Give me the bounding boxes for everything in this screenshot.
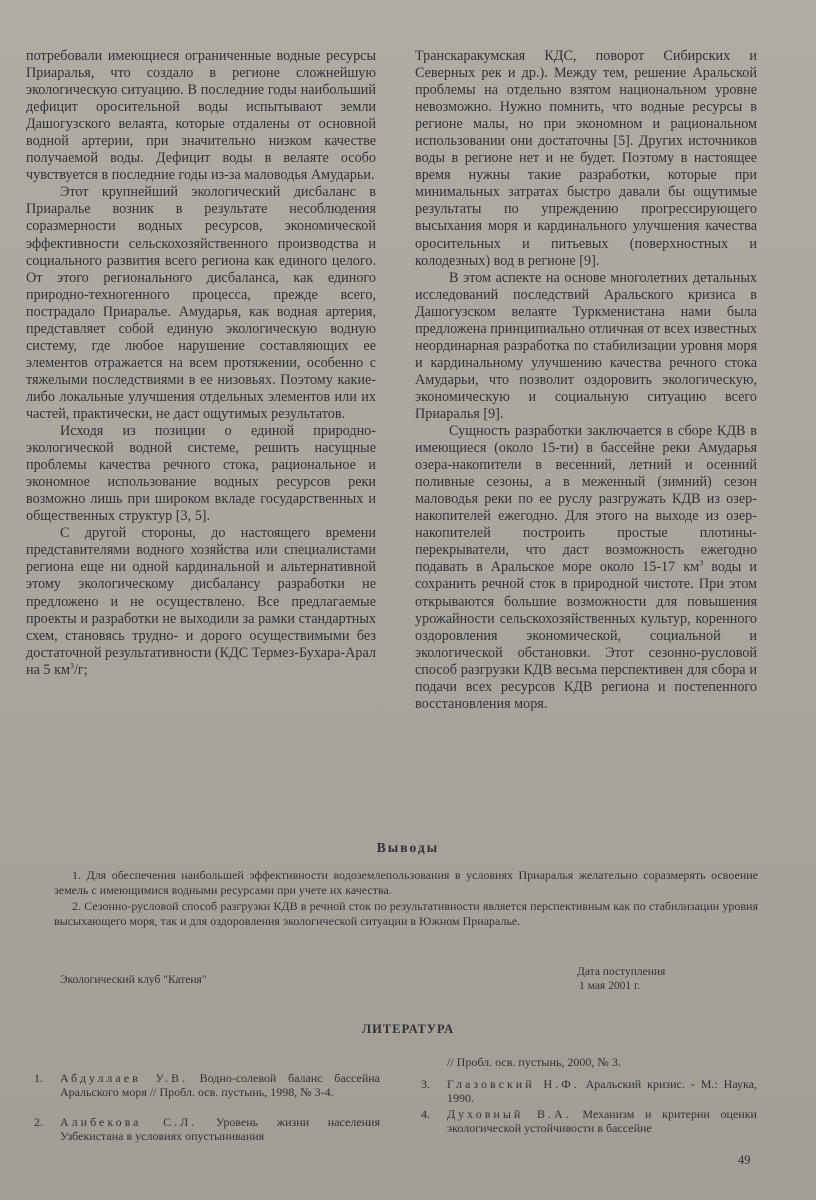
paragraph: Транскаракумская КДС, поворот Сибирских и Северных рек и др.). Между тем, решение Аральской проблемы на отдельно взятом национальном уровне невозможно. Нужно помнить, что водные ресурсы в регионе малы, но при экономном и рациональном использовании они достаточны [5]. Других источников воды в регионе нет и не будет. Поэтому в настоящее время нужны такие разработки, которые при минимальных затратах быстро давали бы ощутимые результаты по упреждению прогрессирующего высыхания моря и кардинального улучшения качества оросительных и питьевых (поверхностных и колодезных) вод в регионе [9]. — [415, 48, 757, 269]
conclusion-item: 2. Сезонно-русловой способ разгрузки КДВ в речной сток по результативности является перспективным как по стабилизации уровня высыхающего моря, так и для оздоровления экологической ситуации в Южном Приаралье. — [54, 898, 758, 929]
reference-item — [421, 1107, 757, 1136]
affiliation: Экологический клуб "Катеня" — [60, 974, 207, 986]
paragraph: В этом аспекте на основе многолетних детальных исследований последствий Аральского кризиса в Дашогузском велаяте Туркменистана нами была предложена принципиально отличная от всех известных неординарная разработка по стабилизации уровня моря и кардинальному улучшению качества речного стока Амударьи, что позволит оздоровить экологическую, экономическую и социальную ситуацию всего Приаралья [9]. — [415, 269, 757, 422]
reference-text: Водно-солевой баланс бассейна Аральского моря // Пробл. осв. пустынь, 1998, № 3-4. — [60, 1071, 381, 1100]
paragraph: потребовали имеющиеся ограниченные водные ресурсы Приаралья, что создало в регионе сложнейшую экологическую ситуацию. В последние годы наибольший дефицит оросительной воды испытывают земли Дашогузского велаята, которые отдалены от основной водной артерии, при значительно низком качестве получаемой воды. Дефицит воды в велаяте особо чувствуется в последние годы из-за маловодья Амударьи. — [26, 48, 376, 184]
reference-author: Глазовский Н.Ф. — [447, 1077, 580, 1091]
reference-item — [421, 1077, 758, 1106]
paragraph-text: Сущность разработки заключается в сборе КДВ в имеющиеся (около 15-ти) в бассейне реки Амударья озера-накопители в весенний, летний и осенний поливные сезоны, а в меженный (зимний) сезон маловодья реки по ее руслу разгружать КДВ из озер-накопителей ежегодно. Для этого на выходе из озер-накопителей построить простые плотины-перекрыватели, что даст возможность ежегодно подавать в Аральское море около 15-17 км — [415, 423, 757, 576]
reference-number: 1. — [34, 1071, 43, 1085]
reference-author: Духовный В.А. — [447, 1107, 572, 1121]
reference-author: Алибекова С.Л. — [60, 1115, 198, 1129]
reference-text: Уровень жизни населения Узбекистана в условиях опустынивания — [60, 1115, 381, 1144]
right-text-column — [415, 48, 757, 713]
references-heading: ЛИТЕРАТУРА — [361, 1022, 455, 1036]
received-date: 1 мая 2001 г. — [579, 980, 641, 992]
conclusion-item: 1. Для обеспечения наибольшей эффективности водоземлепользования в условиях Приаралья желательно соразмерять освоение земель с имеющимися водными ресурсами при учете их качества. — [54, 868, 758, 898]
reference-text: Механизм и критерии оценки экологической устойчивости в бассейне — [447, 1107, 757, 1136]
superscript: 3 — [69, 660, 74, 670]
reference-item — [34, 1115, 381, 1144]
paragraph: Исходя из позиции о единой природно-экологической водной системе, решить насущные проблемы качества речного стока, рациональное и экономное использование водных ресурсов реки возможно лишь при широком вкладе государственных и общественных структур [3, 5]. — [26, 423, 376, 525]
reference-author: Абдуллаев У.В. — [60, 1071, 188, 1085]
paragraph — [26, 525, 376, 678]
reference-number: 2. — [34, 1115, 43, 1129]
paragraph-text: /г; — [73, 661, 88, 678]
reference-text: Аральский кризис. - М.: Наука, 1990. — [447, 1077, 758, 1106]
page-number: 49 — [738, 1153, 751, 1167]
conclusions-heading: Выводы — [376, 840, 440, 855]
superscript: 3 — [699, 558, 704, 568]
paragraph: Этот крупнейший экологический дисбаланс в Приаралье возник в результате несоблюдения соразмерности водных ресурсов, экономической эффективности сельскохозяйственного производства и социального развития всего региона как единого целого. От этого регионального дисбаланса, как единого природно-техногенного процесса, прежде всего, пострадало Приаралье. Амударья, как водная артерия, представляет собой единую экологическую водную систему, где любое нарушение составляющих ее элементов отражается на всем протяжении, особенно с тяжелыми последствиями в ее низовьях. Поэтому какие-либо локальные улучшения отдельных элементов или их частей, практически, не даст ощутимых результатов. — [26, 184, 376, 422]
reference-number: 4. — [421, 1107, 430, 1121]
received-label: Дата поступления — [577, 966, 666, 978]
conclusions-list — [54, 868, 758, 930]
paragraph-text: С другой стороны, до настоящего времени представителями водного хозяйства или специалистами региона еще ни одной кардинальной и альтернативной этому экологическому дисбалансу разработки не предложено и не осуществлено. Все предлагаемые проекты и разработки не выходили за рамки стандартных схем, становясь трудно- и дорого осуществимыми без достаточной результативности (КДС Термез-Бухара-Арал на 5 км — [26, 525, 376, 678]
paragraph — [415, 423, 757, 713]
paragraph-text: воды и сохранить речной сток в природной чистоте. При этом открываются большие возможности для повышения урожайности сельскохозяйственных культур, коренного оздоровления экономической, социальной и экологической обстановки. Этот сезонно-русловой способ разгрузки КДВ весьма перспективен для сбора и подачи всех ресурсов КДВ региона и постепенного восстановления моря. — [415, 559, 757, 712]
reference-continuation: // Пробл. осв. пустынь, 2000, № 3. — [447, 1055, 621, 1069]
reference-item — [34, 1071, 381, 1100]
received-date-block — [577, 965, 665, 993]
reference-number: 3. — [421, 1077, 430, 1091]
left-text-column — [26, 48, 376, 679]
